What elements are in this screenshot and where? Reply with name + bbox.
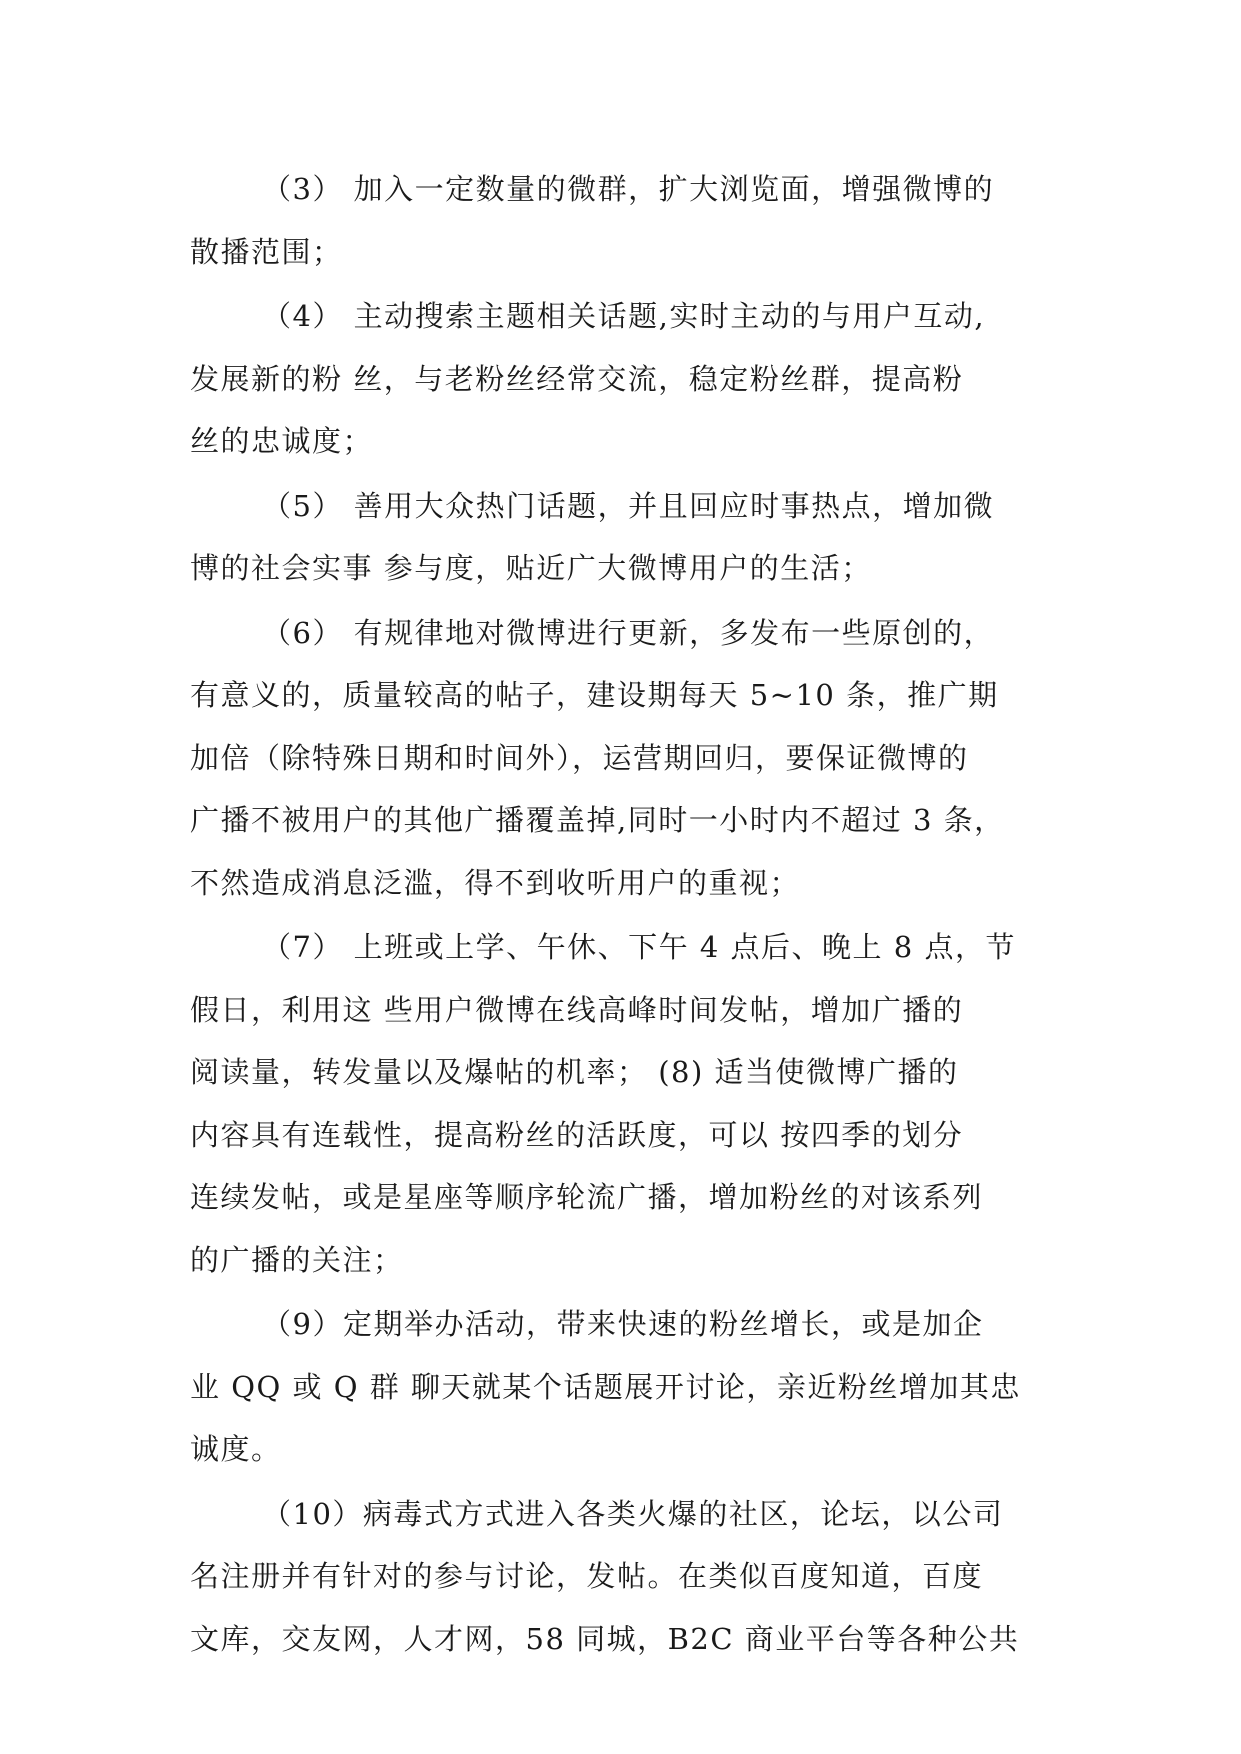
paragraph-7 [190,916,1070,1291]
paragraph-9 [190,1293,1070,1481]
document-body [190,158,1070,1672]
paragraph-line: 加倍（除特殊日期和时间外），运营期回归，要保证微博的 [190,740,969,775]
paragraph-line: （6） 有规律地对微博进行更新，多发布一些原创的， [262,615,995,650]
paragraph-5 [190,475,1070,600]
paragraph-line: （3） 加入一定数量的微群，扩大浏览面，增强微博的 [262,172,995,206]
paragraph-line: 业 QQ 或 Q 群 聊天就某个话题展开讨论，亲近粉丝增加其忠 [190,1369,1021,1404]
paragraph-line: 名注册并有针对的参与讨论，发帖。在类似百度知道，百度 [190,1559,984,1593]
paragraph-line: 发展新的粉 丝，与老粉丝经常交流，稳定粉丝群，提高粉 [190,361,964,396]
paragraph-6 [190,602,1070,915]
paragraph-3 [190,158,1070,283]
paragraph-line: （10）病毒式方式进入各类火爆的社区，论坛，以公司 [262,1496,1004,1531]
paragraph-line: 的广播的关注； [190,1242,404,1277]
paragraph-line: 博的社会实事 参与度，贴近广大微博用户的生活； [190,551,872,585]
paragraph-line: 连续发帖，或是星座等顺序轮流广播，增加粉丝的对该系列 [190,1180,984,1214]
paragraph-line: 假日，利用这 些用户微博在线高峰时间发帖，增加广播的 [190,992,964,1027]
paragraph-line: 文库，交友网，人才网，58 同城，B2C 商业平台等各种公共 [190,1621,1020,1656]
paragraph-line: （7） 上班或上学、午休、下午 4 点后、晚上 8 点，节 [262,930,1016,964]
paragraph-line: （4） 主动搜索主题相关话题,实时主动的与用户互动, [262,299,986,333]
paragraph-line: 诚度。 [190,1432,282,1466]
paragraph-line: 内容具有连载性，提高粉丝的活跃度，可以 按四季的划分 [190,1117,964,1152]
paragraph-line: 阅读量，转发量以及爆帖的机率； (8) 适当使微博广播的 [190,1055,959,1089]
paragraph-line: 散播范围； [190,234,343,269]
paragraph-line: （9）定期举办活动，带来快速的粉丝增长，或是加企 [262,1307,984,1341]
paragraph-4 [190,285,1070,473]
paragraph-line: （5） 善用大众热门话题，并且回应时事热点，增加微 [262,488,995,523]
paragraph-line: 丝的忠诚度； [190,424,374,458]
paragraph-line: 有意义的，质量较高的帖子，建设期每天 5~10 条，推广期 [190,678,999,712]
paragraph-line: 广播不被用户的其他广播覆盖掉,同时一小时内不超过 3 条， [190,803,1005,837]
paragraph-line: 不然造成消息泛滥，得不到收听用户的重视； [190,865,801,900]
paragraph-10 [190,1483,1070,1671]
